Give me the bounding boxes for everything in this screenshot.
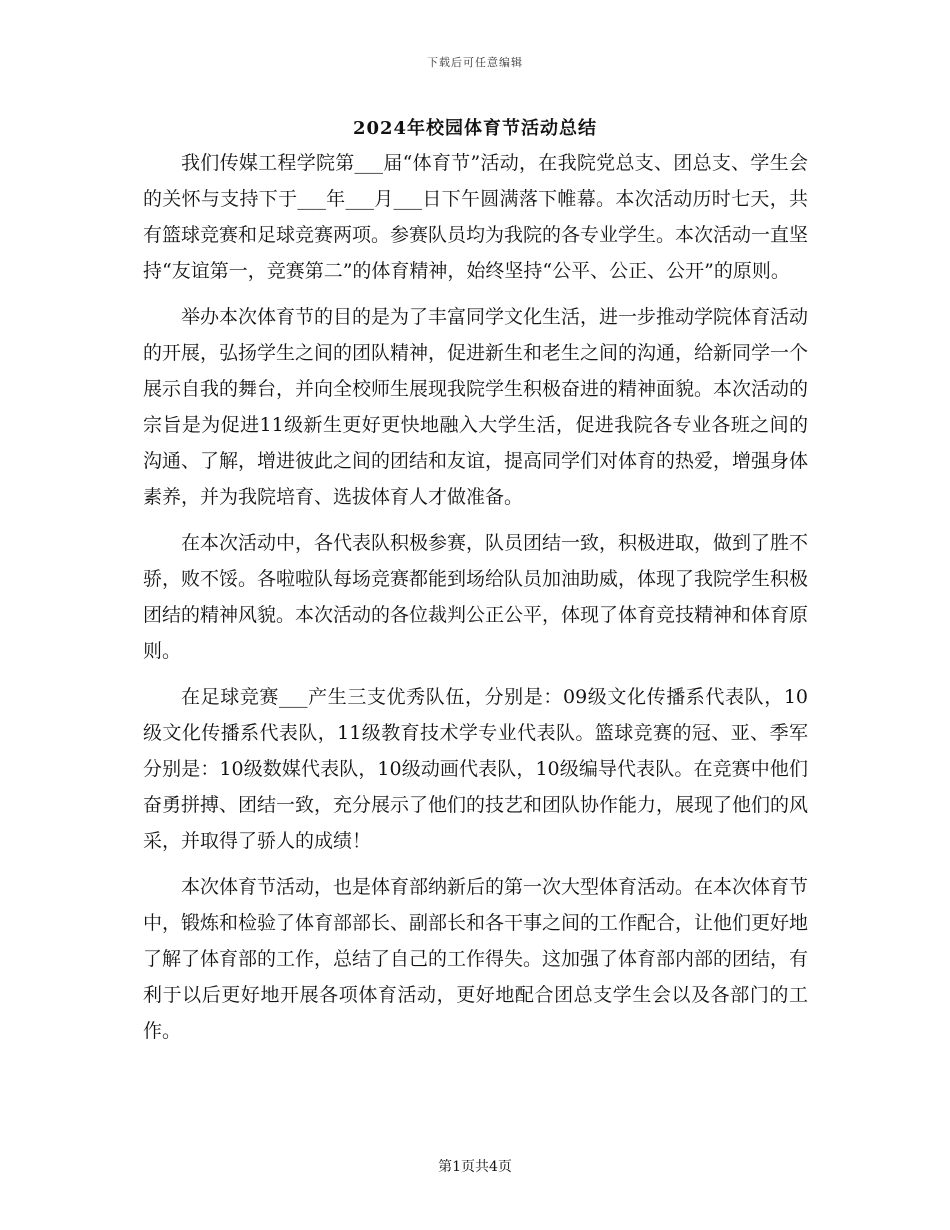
paragraph-5: 本次体育节活动，也是体育部纳新后的第一次大型体育活动。在本次体育节中，锻炼和检验了体育部部长、副部长和各干事之间的工作配合，让他们更好地了解了体育部的工作，总结了自己的工作得失。这加强了体育部内部的团结，有利于以后更好地开展各项体育活动，更好地配合团总支学生会以及各部门的工作。	[143, 876, 809, 1042]
paragraph-1: 我们传媒工程学院第___届“体育节”活动，在我院党总支、团总支、学生会的关怀与支持下于___年___月___日下午圆满落下帷幕。本次活动历时七天，共有篮球竞赛和足球竞赛两项。参赛队员均为我院的各专业学生。本次活动一直坚持“友谊第一，竞赛第二”的体育精神，始终坚持“公平、公正、公开”的原则。	[143, 152, 809, 282]
document-title: 2024年校园体育节活动总结	[352, 118, 598, 139]
paragraph-2: 举办本次体育节的目的是为了丰富同学文化生活，进一步推动学院体育活动的开展，弘扬学生之间的团队精神，促进新生和老生之间的沟通，给新同学一个展示自我的舞台，并向全校师生展现我院学生积极奋进的精神面貌。本次活动的宗旨是为促进11级新生更好更快地融入大学生活，促进我院各专业各班之间的沟通、了解，增进彼此之间的团结和友谊，提高同学们对体育的热爱，增强身体素养，并为我院培育、选拔体育人才做准备。	[143, 306, 809, 508]
document-body	[143, 145, 808, 1059]
paragraph-3: 在本次活动中，各代表队积极参赛，队员团结一致，积极进取，做到了胜不骄，败不馁。各啦啦队每场竞赛都能到场给队员加油助威，体现了我院学生积极团结的精神风貌。本次活动的各位裁判公正公平，体现了体育竞技精神和体育原则。	[143, 532, 809, 662]
page-number-indicator: 第1页共4页	[438, 1159, 512, 1175]
page-header-note: 下载后可任意编辑	[427, 56, 523, 69]
paragraph-4: 在足球竞赛___产生三支优秀队伍，分别是：09级文化传播系代表队，10级文化传播系代表队，11级教育技术学专业代表队。篮球竞赛的冠、亚、季军分别是：10级数媒代表队，10级动画代表队，10级编导代表队。在竞赛中他们奋勇拼搏、团结一致，充分展示了他们的技艺和团队协作能力，展现了他们的风采，并取得了骄人的成绩！	[143, 686, 809, 852]
